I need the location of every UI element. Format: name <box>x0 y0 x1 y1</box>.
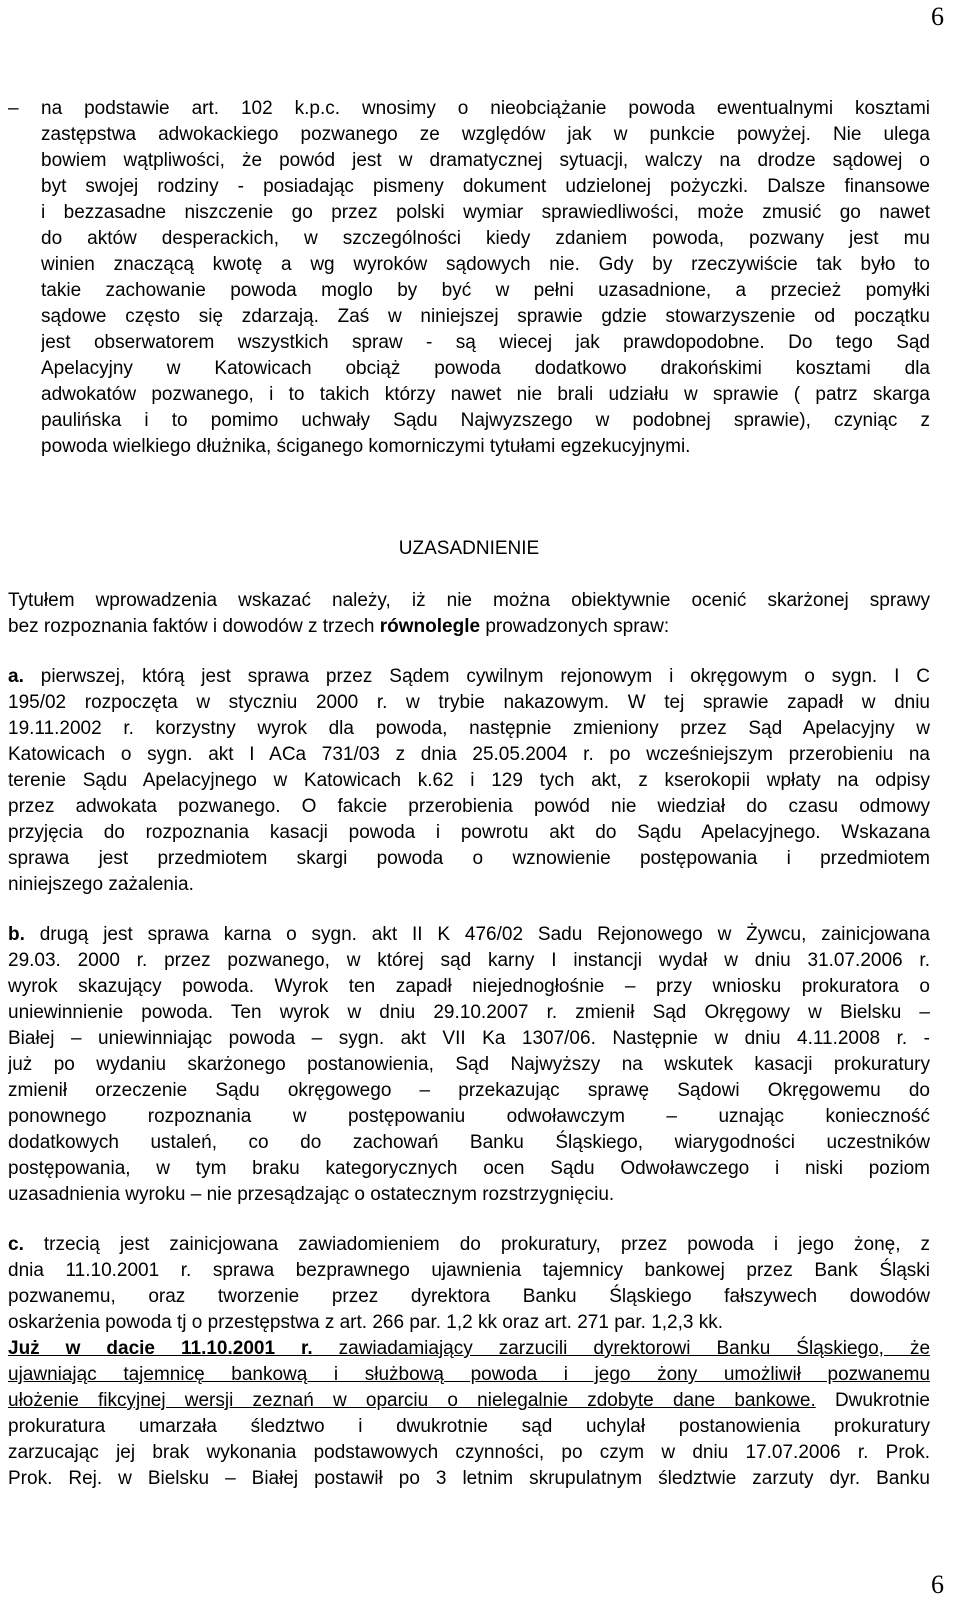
text-line: wyrok skazujący powoda. Wyrok ten zapadł niejednogłośnie – przy wniosku prokuratora o <box>8 976 930 997</box>
list-marker: b. <box>8 924 25 945</box>
text-line: paulińska i to pomimo uchwały Sądu Najwyzszego w podobnej sprawie), czyniąc z <box>41 410 930 431</box>
list-marker: a. <box>8 666 24 687</box>
text-line: Tytułem wprowadzenia wskazać należy, iż nie można obiektywnie ocenić skarżonej sprawy <box>8 590 930 611</box>
text-line: niniejszego zażalenia. <box>8 874 194 895</box>
text-fragment: prowadzonych spraw: <box>480 616 670 637</box>
bold-term: równolegle <box>379 616 481 637</box>
text-line: winien znaczącą kwotę a wg wyroków sądowych nie. Gdy by rzeczywiście tak było to <box>41 254 930 275</box>
text-fragment: drugą jest sprawa karna o sygn. akt II K 476/02 Sadu Rejonowego w Żywcu, zainicjowana <box>24 924 930 945</box>
text-line: Prok. Rej. w Bielsku – Białej postawił po 3 letnim skrupulatnym śledztwie zarzuty dyr. Banku <box>8 1468 930 1489</box>
text-line: terenie Sądu Apelacyjnego w Katowicach k.62 i 129 tych akt, z kserokopii wpłaty na odpisy <box>8 770 930 791</box>
text-line: takie zachowanie powoda moglo by być w pełni uzasadnione, a przecież pomyłki <box>41 280 930 301</box>
section-heading: UZASADNIENIE <box>398 538 540 559</box>
page-number-bottom: 6 <box>931 1570 944 1599</box>
text-line: na podstawie art. 102 k.p.c. wnosimy o nieobciążanie powoda ewentualnymi kosztami <box>41 98 930 119</box>
text-line: pozwanemu, oraz tworzenie przez dyrektora Banku Śląskiego fałszywech dowodów <box>8 1286 930 1307</box>
text-line <box>8 614 930 640</box>
text-line: 195/02 rozpoczęta w styczniu 2000 r. w trybie nakazowym. W tej sprawie zapadł w dniu <box>8 692 930 713</box>
text-line: byt swojej rodziny - posiadając pismeny dokument udzielonej pożyczki. Dalsze finansowe <box>41 176 930 197</box>
text-line: i bezzasadne niszczenie go przez polski wymiar sprawiedliwości, może zmusić go nawet <box>41 202 930 223</box>
text-fragment: trzecią jest zainicjowana zawiadomieniem do prokuratury, przez powoda i jego żonę, z <box>23 1234 930 1255</box>
text-fragment: pierwszej, którą jest sprawa przez Sądem cywilnym rejonowym i okręgowym o sygn. I C <box>23 666 930 687</box>
text-line: prokuratura umarzała śledztwo i dwukrotnie sąd uchylał postanowienia prokuratury <box>8 1416 930 1437</box>
text-line: Białej – uniewinniając powoda – sygn. akt VII Ka 1307/06. Następnie w dniu 4.11.2008 r. - <box>8 1028 930 1049</box>
text-fragment: Dwukrotnie <box>815 1390 930 1411</box>
text-line: zmienił orzeczenie Sądu okręgowego – przekazując sprawę Sądowi Okręgowemu do <box>8 1080 930 1101</box>
list-dash: – <box>8 98 19 119</box>
text-line: sprawa jest przedmiotem skargi powoda o wznowienie postępowania i przedmiotem <box>8 848 930 869</box>
text-fragment: bez rozpoznania faktów i dowodów z trzech <box>8 616 380 637</box>
text-line: Katowicach o sygn. akt I ACa 731/03 z dnia 25.05.2004 r. po wcześniejszym przerobieniu na <box>8 744 930 765</box>
list-marker: c. <box>8 1234 24 1255</box>
text-line: przyjęcia do rozpoznania kasacji powoda i powrotu akt do Sądu Apelacyjnego. Wskazana <box>8 822 930 843</box>
text-line: 29.03. 2000 r. przez pozwanego, w której sąd karny I instancji wydał w dniu 31.07.2006 r. <box>8 950 930 971</box>
text-line <box>8 664 930 690</box>
text-line <box>8 922 930 948</box>
page-number-top: 6 <box>931 2 944 31</box>
text-line <box>8 1388 930 1414</box>
text-line: już po wydaniu skarżonego postanowienia, Sąd Najwyższy na wskutek kasacji prokuratury <box>8 1054 930 1075</box>
underlined-text: zawiadamiający zarzucili dyrektorowi Banku Śląskiego, że <box>312 1338 930 1359</box>
underlined-text: ułożenie fikcyjnej wersji zeznań w oparciu o nielegalnie zdobyte dane bankowe. <box>8 1390 816 1411</box>
text-line: oskarżenia powoda tj o przestępstwa z art. 266 par. 1,2 kk oraz art. 271 par. 1,2,3 kk. <box>8 1312 724 1333</box>
text-line: jest obserwatorem wszystkich spraw - są wiecej jak prawdopodobne. Do tego Sąd <box>41 332 930 353</box>
text-line: zastępstwa adwokackiego pozwanego ze względów jak w punkcie powyżej. Nie ulega <box>41 124 930 145</box>
text-line: zarzucając jej brak wykonania podstawowych czynności, po czym w dniu 17.07.2006 r. Prok. <box>8 1442 930 1463</box>
text-line: do aktów desperackich, w szczególności kiedy zdaniem powoda, pozwany jest mu <box>41 228 930 249</box>
text-line: 19.11.2002 r. korzystny wyrok dla powoda, następnie zmieniony przez Sąd Apelacyjny w <box>8 718 930 739</box>
text-line: uniewinnienie powoda. Ten wyrok w dniu 29.10.2007 r. zmienił Sąd Okręgowy w Bielsku – <box>8 1002 930 1023</box>
text-line: przez adwokata pozwanego. O fakcie przerobienia powód nie wiedział do czasu odmowy <box>8 796 930 817</box>
text-line: dnia 11.10.2001 r. sprawa bezprawnego ujawnienia tajemnicy bankowej przez Bank Śląski <box>8 1260 930 1281</box>
text-line: ponownego rozpoznania w postępowaniu odwoławczym – uznając konieczność <box>8 1106 930 1127</box>
text-line <box>8 1232 930 1258</box>
text-line: sądowe często się zdarzają. Zaś w niniejszej sprawie gdzie stowarzyszenie od początku <box>41 306 930 327</box>
text-line: Apelacyjny w Katowicach obciąż powoda dodatkowo drakońskimi kosztami dla <box>41 358 930 379</box>
bold-date-phrase: Już w dacie 11.10.2001 r. <box>8 1338 313 1359</box>
text-line: postępowania, w tym braku kategorycznych ocen Sądu Odwoławczego i niski poziom <box>8 1158 930 1179</box>
text-line <box>8 1336 930 1362</box>
text-line: uzasadnienia wyroku – nie przesądzając o ostatecznym rozstrzygnięciu. <box>8 1184 615 1205</box>
text-line: adwokatów pozwanego, i to takich którzy nawet nie brali udziału w sprawie ( patrz skarga <box>41 384 930 405</box>
text-line: bowiem wątpliwości, że powód jest w dramatycznej sytuacji, walczy na drodze sądowej o <box>41 150 930 171</box>
underlined-text: ujawniając tajemnicę bankową i służbową powoda i jego żony umożliwił pozwanemu <box>8 1364 930 1385</box>
text-line: powoda wielkiego dłużnika, ściganego komorniczymi tytułami egzekucyjnymi. <box>41 436 691 457</box>
text-line: dodatkowych ustaleń, co do zachowań Banku Śląskiego, wiarygodności uczestników <box>8 1132 930 1153</box>
text-line <box>8 1362 930 1388</box>
